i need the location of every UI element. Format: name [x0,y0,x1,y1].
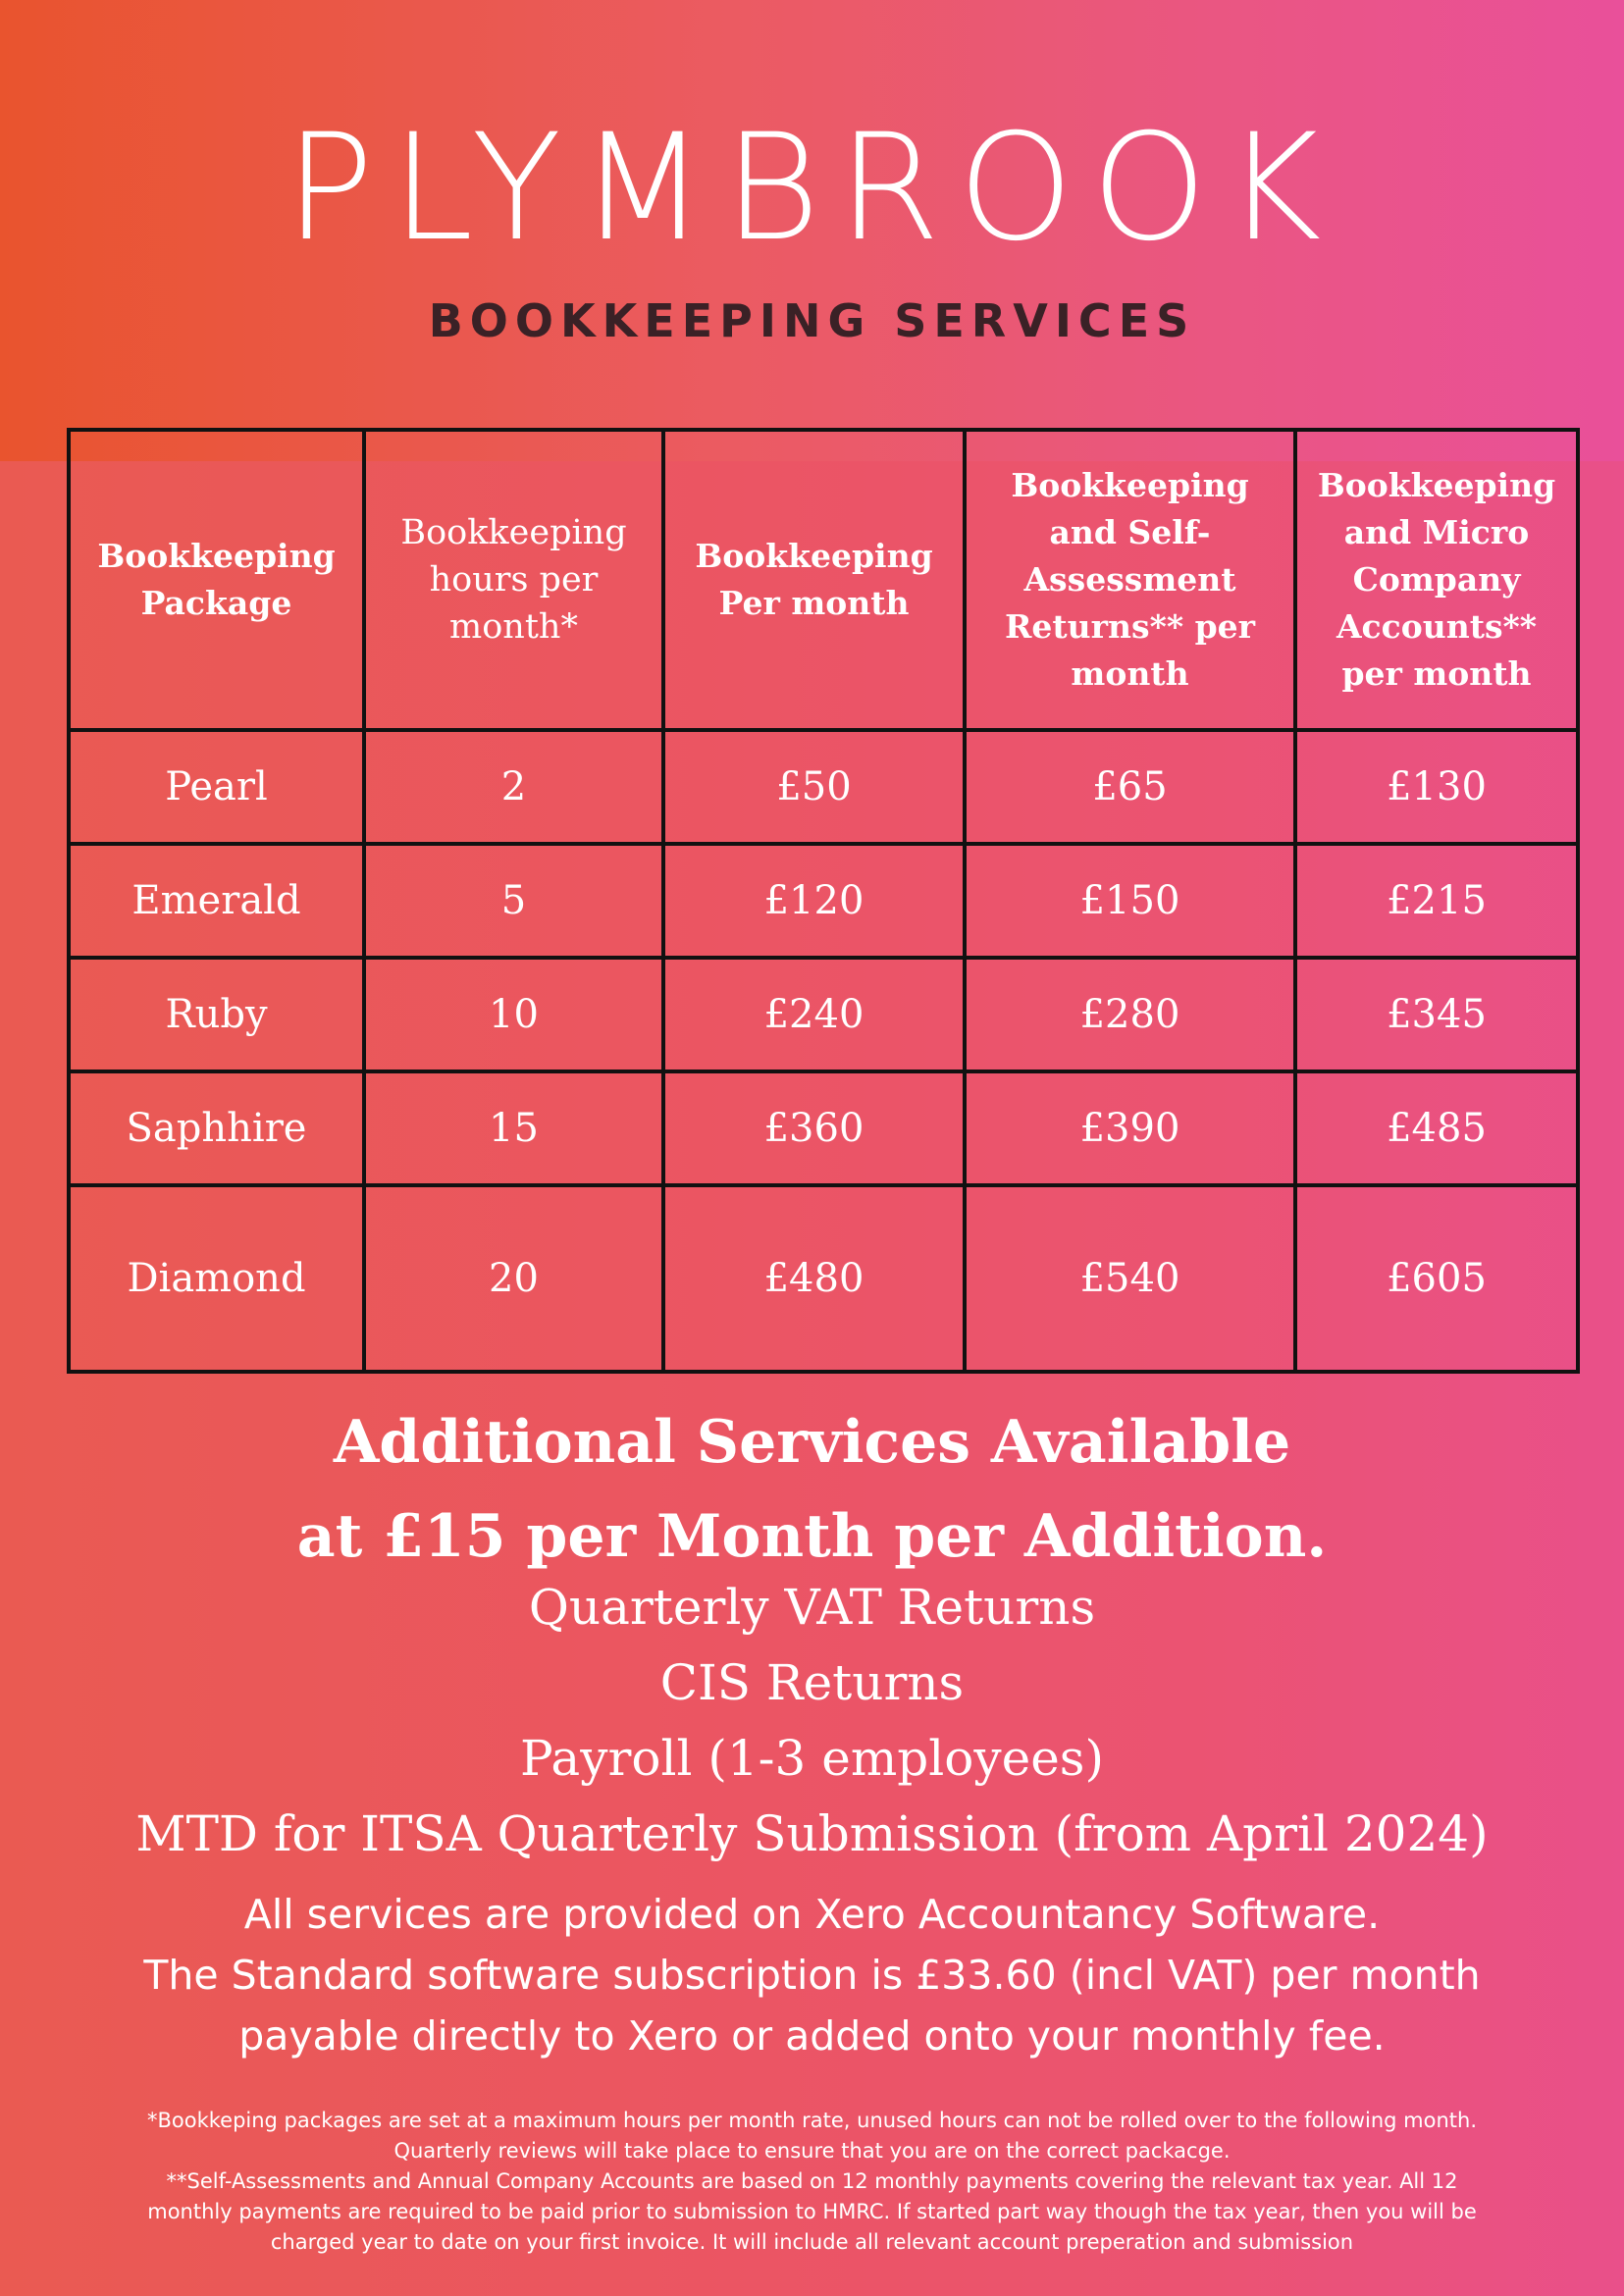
micro-company-price-cell: £605 [1295,1185,1578,1372]
micro-company-price-cell: £485 [1295,1071,1578,1185]
service-item: CIS Returns [659,1654,965,1711]
micro-company-price-cell: £130 [1295,730,1578,844]
package-name-cell: Emerald [69,844,364,958]
package-name-cell: Diamond [69,1185,364,1372]
pricing-table [67,428,1580,1374]
hours-cell: 10 [364,958,663,1071]
self-assessment-price-cell: £150 [965,844,1295,958]
table-row [69,1071,1578,1185]
brand-logo: PLYMBROOK [285,103,1339,274]
self-assessment-price-cell: £540 [965,1185,1295,1372]
xero-note-line: payable directly to Xero or added onto your monthly fee. [238,2012,1386,2060]
additional-services-title [0,1395,1624,1584]
header-self-assessment-price: Bookkeeping and Self-Assessment Returns** per month [965,430,1295,730]
bookkeeping-price-cell: £480 [663,1185,965,1372]
brand-tagline: BOOKKEEPING SERVICES [428,294,1196,347]
bookkeeping-price-cell: £50 [663,730,965,844]
footnote-line: charged year to date on your first invoice. It will include all relevant account preperation and submission [270,2230,1354,2254]
self-assessment-price-cell: £65 [965,730,1295,844]
table-row [69,958,1578,1071]
additional-services-title-line: at £15 per Month per Addition. [296,1502,1328,1571]
bookkeeping-price-cell: £240 [663,958,965,1071]
table-row [69,844,1578,958]
header-micro-company-price: Bookkeeping and Micro Company Accounts** per month [1295,430,1578,730]
xero-note-line: The Standard software subscription is £33.60 (incl VAT) per month [143,1952,1481,1999]
hours-cell: 2 [364,730,663,844]
service-item: MTD for ITSA Quarterly Submission (from April 2024) [135,1805,1489,1862]
header-hours: Bookkeeping hours per month* [364,430,663,730]
xero-note-line: All services are provided on Xero Accountancy Software. [243,1891,1381,1938]
bookkeeping-price-cell: £120 [663,844,965,958]
table-header-row [69,430,1578,730]
hours-cell: 15 [364,1071,663,1185]
footnote-line: Quarterly reviews will take place to ensure that you are on the correct packacge. [393,2139,1231,2163]
micro-company-price-cell: £345 [1295,958,1578,1071]
header-bookkeeping-price: Bookkeeping Per month [663,430,965,730]
footnote-line: monthly payments are required to be paid prior to submission to HMRC. If started part way though the tax year, then you will be [147,2200,1477,2223]
hours-cell: 5 [364,844,663,958]
footnote-line: **Self-Assessments and Annual Company Accounts are based on 12 monthly payments covering the relevant tax year. All 12 [166,2169,1458,2193]
package-name-cell: Saphhire [69,1071,364,1185]
package-name-cell: Pearl [69,730,364,844]
service-item: Payroll (1-3 employees) [520,1730,1104,1787]
package-name-cell: Ruby [69,958,364,1071]
hours-cell: 20 [364,1185,663,1372]
self-assessment-price-cell: £390 [965,1071,1295,1185]
micro-company-price-cell: £215 [1295,844,1578,958]
additional-services-list [0,1570,1624,1872]
service-item: Quarterly VAT Returns [528,1579,1096,1636]
header-package: Bookkeeping Package [69,430,364,730]
self-assessment-price-cell: £280 [965,958,1295,1071]
bookkeeping-price-cell: £360 [663,1071,965,1185]
footnotes [0,2106,1624,2258]
table-row [69,1185,1578,1372]
additional-services-title-line: Additional Services Available [333,1408,1291,1477]
table-row [69,730,1578,844]
footnote-line: *Bookkeping packages are set at a maximum hours per month rate, unused hours can not be rolled over to the following month. [146,2109,1477,2132]
xero-software-notes [0,1884,1624,2066]
